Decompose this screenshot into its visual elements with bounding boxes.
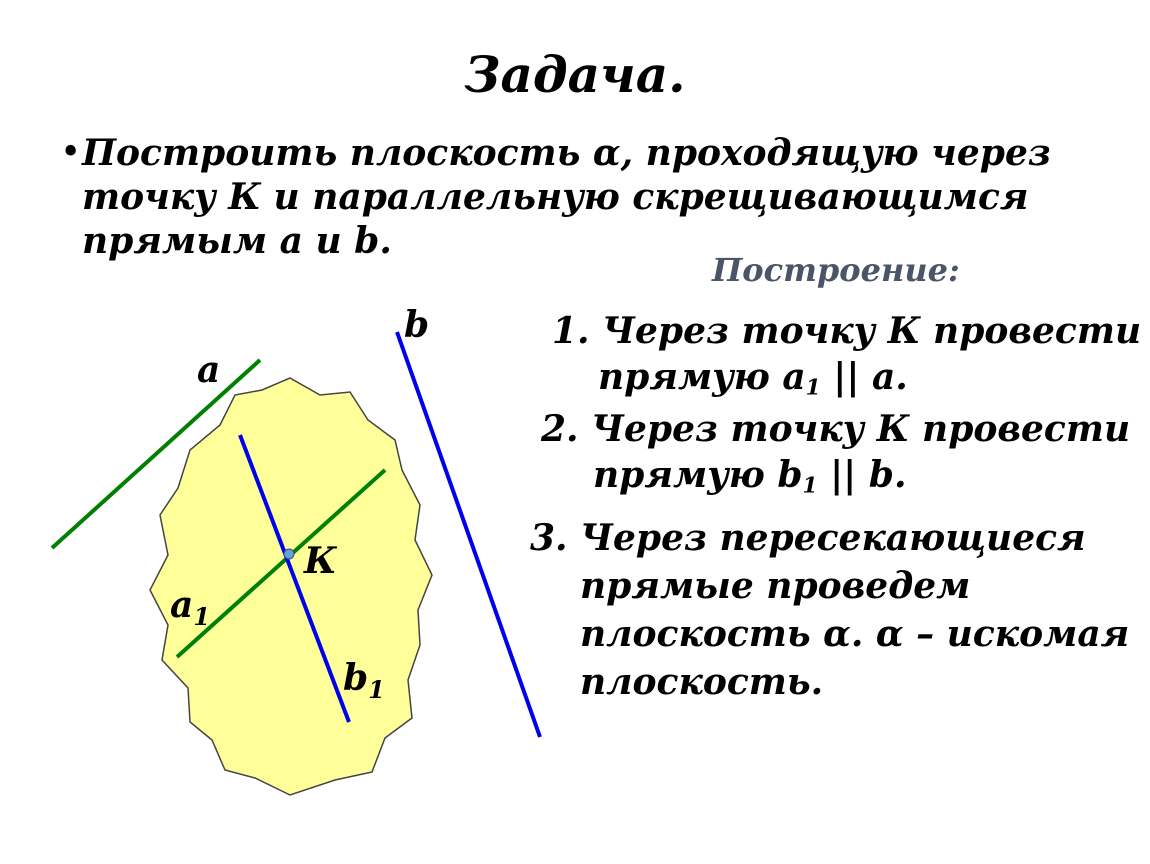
label-k: К [304,540,337,582]
label-a: а [197,349,221,391]
step-2-line-1: 2. Через точку К провести [541,408,1131,450]
step-2-subscript: 1 [802,473,818,499]
step-1-line-2-end: || а. [820,356,908,398]
label-b1-sub: 1 [368,675,385,704]
step-2-line-2-end: || b. [817,454,907,496]
step-3-line-2: прямые проведем [580,565,971,607]
label-a1-sub: 1 [193,602,211,631]
step-1-line-2-text: прямую а [598,356,806,398]
label-a1-main: а [170,584,194,626]
step-3-line-4: плоскость. [580,661,824,703]
step-3-line-3: плоскость α. α – искомая [580,613,1130,655]
step-2-line-2-text: прямую b [593,454,803,496]
task-line-2: точку К и параллельную скрещивающимся [82,176,1029,218]
task-line-3: прямым а и b. [82,220,392,262]
label-b: b [404,304,430,346]
step-1-subscript: 1 [805,375,821,401]
page-title: Задача. [464,45,686,104]
line-b [397,332,540,737]
point-k [284,549,294,559]
construction-heading: Построение: [712,251,960,289]
task-line-1: Построить плоскость α, проходящую через [82,132,1051,174]
step-3-line-1: 3. Через пересекающиеся [530,517,1086,559]
task-bullet: • [60,132,82,173]
step-1-line-1: 1. Через точку К провести [552,310,1142,352]
label-b1-main: b [343,657,369,699]
